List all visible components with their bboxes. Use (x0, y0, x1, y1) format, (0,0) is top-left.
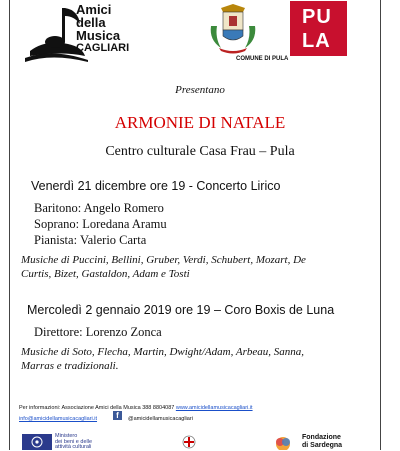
event1-heading: Venerdì 21 dicembre ore 19 - Concerto Lirico (31, 179, 281, 193)
ministero-logo (22, 432, 106, 450)
fondazione-line2: di Sardegna (302, 442, 343, 449)
event1-program-line1: Musiche di Puccini, Bellini, Gruber, Verdi, Schubert, Mozart, De (21, 254, 306, 266)
pula-logo-text: PULA (302, 6, 332, 52)
event2-director: Direttore: Lorenzo Zonca (34, 325, 162, 339)
email-link[interactable]: info@amicidellamusicacagliari.it (19, 416, 98, 422)
website-link[interactable]: www.amicidellamusicacagliari.it (175, 405, 253, 411)
page-title: ARMONIE DI NATALE (114, 113, 286, 132)
pula-logo (290, 1, 347, 56)
amici-line1: Amici (76, 2, 112, 17)
event2-heading: Mercoledì 2 gennaio 2019 ore 19 – Coro Boxis de Luna (27, 303, 335, 317)
ministero-emblem-icon (22, 434, 52, 450)
amici-line4: CAGLIARI (76, 42, 130, 54)
event2-program-line2: Marras e tradizionali. (21, 360, 119, 372)
ministero-line2: dei beni e delle (55, 438, 93, 445)
fondazione-line1: Fondazione (302, 434, 341, 441)
amici-line3: Musica (76, 28, 121, 43)
event1-program (21, 253, 376, 281)
facebook-handle[interactable]: @amicidellamusicacagliari (128, 416, 193, 422)
amici-line2: della (76, 15, 106, 30)
event1-program-line2: Curtis, Bizet, Gastaldon, Adam e Tosti (21, 268, 190, 280)
comune-crest-icon (203, 2, 263, 56)
event2-program (21, 345, 376, 373)
ministero-line3: attività culturali (55, 444, 92, 450)
fondazione-logo (272, 434, 352, 450)
presentano-label: Presentano (175, 84, 225, 96)
regione-emblem-icon (182, 435, 196, 449)
fondazione-emblem-icon (272, 434, 294, 450)
footer-info-text: Per informazioni: Associazione Amici della Musica 388 8804087 (19, 405, 175, 411)
event2-program-line1: Musiche di Soto, Flecha, Martin, Dwight/Adam, Arbeau, Sanna, (21, 346, 305, 358)
event1-performer: Soprano: Loredana Aramu (34, 217, 167, 231)
comune-label: COMUNE DI PULA (236, 56, 289, 62)
facebook-icon[interactable]: f (113, 411, 122, 420)
venue-label: Centro culturale Casa Frau – Pula (105, 144, 295, 159)
event1-performer: Baritono: Angelo Romero (34, 201, 164, 215)
footer-info (19, 405, 253, 411)
ministero-line1: Ministero (55, 433, 78, 439)
amici-logo-text (76, 3, 129, 55)
event1-performer: Pianista: Valerio Carta (34, 233, 147, 247)
